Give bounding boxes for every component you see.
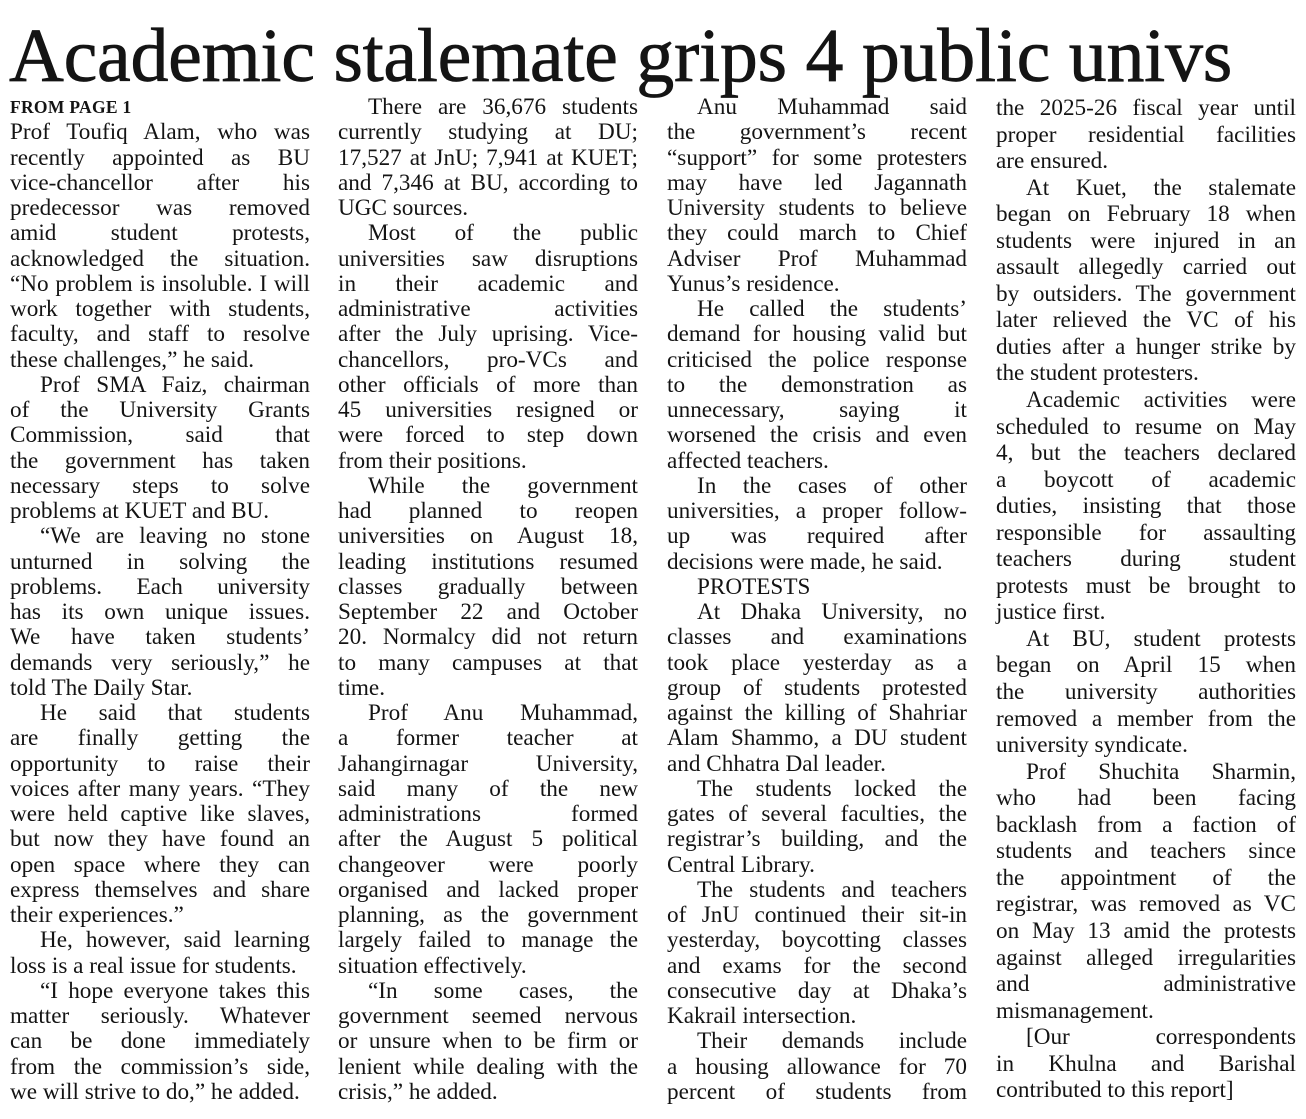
text-line: recently appointed as BU: [10, 144, 310, 171]
text-line: “support” for some protesters: [667, 144, 967, 171]
text-line: on May 13 amid the protests: [996, 917, 1296, 944]
paragraph: [667, 297, 967, 474]
text-line: vice-chancellor after his: [10, 169, 310, 196]
text-line: in their academic and: [338, 270, 638, 297]
text-line: He said that students: [40, 700, 310, 726]
paragraph: [996, 95, 1296, 175]
paragraph: [667, 777, 967, 878]
text-line: students and teachers since: [996, 838, 1296, 865]
text-line: can be done immediately: [10, 1028, 310, 1055]
text-line: We have taken students’: [10, 624, 310, 651]
text-line: amid student protests,: [10, 220, 310, 247]
text-line: or unsure when to be firm or: [338, 1028, 638, 1055]
paragraph: [338, 979, 638, 1105]
paragraph: [338, 95, 638, 221]
text-line: protests must be brought to: [996, 572, 1296, 599]
text-line: In the cases of other: [697, 472, 967, 499]
text-line: Prof Toufiq Alam, who was: [10, 119, 310, 146]
text-line: work together with students,: [10, 296, 310, 322]
text-line: worsened the crisis and even: [667, 422, 967, 449]
paragraph: [667, 878, 967, 1030]
text-line: duties after a hunger strike by: [996, 333, 1296, 360]
text-line: faculty, and staff to resolve: [10, 321, 310, 348]
text-line: the appointment of the: [996, 864, 1296, 891]
text-line: lenient while dealing with the: [338, 1053, 638, 1080]
text-line: a former teacher at: [338, 725, 638, 752]
text-line: “In some cases, the: [368, 977, 638, 1004]
text-line: necessary steps to solve: [10, 472, 310, 499]
paragraph: [10, 373, 310, 525]
jump-line: FROM PAGE 1: [10, 97, 132, 117]
text-line: situation effectively.: [338, 952, 527, 979]
text-line: yesterday, boycotting classes: [667, 927, 967, 954]
text-line: unturned in solving the: [10, 548, 310, 575]
text-line: a boycott of academic: [996, 466, 1296, 493]
text-line: teachers during student: [996, 546, 1296, 573]
text-line: Most of the public: [368, 220, 638, 247]
text-line: problems at KUET and BU.: [10, 498, 270, 524]
text-line: mismanagement.: [996, 997, 1154, 1024]
text-line: and Chhatra Dal leader.: [667, 750, 886, 777]
text-line: Anu Muhammad said: [697, 94, 967, 120]
text-line: scheduled to resume on May: [996, 413, 1296, 440]
text-line: other officials of more than: [338, 371, 638, 398]
text-line: removed a member from the: [996, 705, 1296, 732]
paragraph: [10, 524, 310, 701]
text-line: unnecessary, saying it: [667, 397, 967, 423]
text-line: percent of students from: [667, 1078, 967, 1105]
text-line: in Khulna and Barishal: [996, 1050, 1296, 1077]
text-line: universities saw disruptions: [338, 245, 638, 272]
paragraph: [338, 474, 638, 701]
text-line: Commission, said that: [10, 422, 310, 449]
text-line: group of students protested: [667, 674, 967, 701]
text-line: demand for housing valid but: [667, 321, 967, 348]
text-line: currently studying at DU;: [338, 119, 638, 146]
text-line: are ensured.: [996, 148, 1109, 175]
text-line: the government has taken: [10, 447, 310, 474]
text-line: “No problem is insoluble. I will: [10, 270, 310, 297]
text-line: told The Daily Star.: [10, 674, 193, 701]
text-line: may have led Jagannath: [667, 169, 967, 196]
text-line: chancellors, pro-VCs and: [338, 346, 638, 373]
text-line: Central Library.: [667, 851, 815, 878]
text-line: students were injured in an: [996, 227, 1296, 254]
text-line: a housing allowance for 70: [667, 1053, 967, 1080]
text-line: and exams for the second: [667, 952, 967, 979]
article-column-2: [338, 95, 638, 1105]
text-line: Jahangirnagar University,: [338, 750, 638, 777]
text-line: September 22 and October: [338, 599, 638, 625]
article-column-3: [667, 95, 967, 1105]
text-line: universities, a proper follow-: [667, 498, 967, 524]
text-line: has its own unique issues.: [10, 599, 310, 625]
text-line: [Our correspondents: [1026, 1024, 1296, 1051]
text-line: after the July uprising. Vice-: [338, 321, 638, 348]
text-line: after the August 5 political: [338, 826, 638, 853]
text-line: said many of the new: [338, 775, 638, 802]
text-line: loss is a real issue for students.: [10, 952, 297, 979]
article-column-1: [10, 95, 310, 1105]
text-line: Prof Anu Muhammad,: [368, 700, 638, 726]
text-line: began on April 15 when: [996, 652, 1296, 679]
text-line: matter seriously. Whatever: [10, 1003, 310, 1029]
text-line: The students and teachers: [697, 876, 967, 903]
text-line: He, however, said learning: [40, 927, 310, 954]
paragraph: [996, 626, 1296, 759]
text-line: against alleged irregularities: [996, 944, 1296, 971]
text-line: we will strive to do,” he added.: [10, 1078, 300, 1105]
text-line: took place yesterday as a: [667, 649, 967, 676]
subhead-protests: PROTESTS: [697, 573, 811, 600]
text-line: largely failed to manage the: [338, 927, 638, 954]
text-line: Their demands include: [697, 1028, 967, 1055]
text-line: government seemed nervous: [338, 1003, 638, 1029]
paragraph: [10, 701, 310, 928]
text-line: decisions were made, he said.: [667, 548, 943, 575]
text-line: express themselves and share: [10, 876, 310, 903]
text-line: assault allegedly carried out: [996, 254, 1296, 281]
text-line: were forced to step down: [338, 422, 638, 449]
paragraph: [10, 979, 310, 1105]
text-line: by outsiders. The government: [996, 280, 1296, 307]
paragraph: [667, 474, 967, 575]
text-line: Academic activities were: [1026, 387, 1296, 414]
text-line: who had been facing: [996, 785, 1296, 812]
text-line: The students locked the: [697, 775, 967, 802]
text-line: responsible for assaulting: [996, 519, 1296, 546]
text-line: At BU, student protests: [1026, 625, 1296, 652]
text-line: classes and examinations: [667, 624, 967, 651]
paragraph: [10, 120, 310, 373]
text-line: classes gradually between: [338, 573, 638, 600]
text-line: Alam Shammo, a DU student: [667, 725, 967, 752]
paragraph: [667, 95, 967, 297]
text-line: predecessor was removed: [10, 195, 310, 221]
text-line: up was required after: [667, 523, 967, 550]
text-line: administrations formed: [338, 801, 638, 827]
text-line: planning, as the government: [338, 902, 638, 928]
text-line: had planned to reopen: [338, 498, 638, 524]
text-line: duties, insisting that those: [996, 493, 1296, 520]
paragraph: [996, 1024, 1296, 1104]
article-column-4: [996, 95, 1296, 1104]
text-line: the student protesters.: [996, 360, 1199, 387]
text-line: the 2025-26 fiscal year until: [996, 95, 1296, 121]
text-line: were held captive like slaves,: [10, 801, 310, 827]
text-line: backlash from a faction of: [996, 811, 1296, 838]
text-line: universities on August 18,: [338, 523, 638, 550]
text-line: registrar, was removed as VC: [996, 891, 1296, 918]
text-line: demands very seriously,” he: [10, 649, 310, 676]
text-line: opportunity to raise their: [10, 750, 310, 777]
text-line: the university authorities: [996, 679, 1296, 706]
paragraph: [338, 221, 638, 474]
text-line: At Kuet, the stalemate: [1026, 174, 1296, 201]
text-line: time.: [338, 674, 386, 701]
text-line: problems. Each university: [10, 573, 310, 600]
text-line: they could march to Chief: [667, 220, 967, 247]
text-line: At Dhaka University, no: [697, 599, 967, 625]
text-line: 17,527 at JnU; 7,941 at KUET;: [338, 144, 638, 171]
paragraph: [667, 600, 967, 777]
text-line: contributed to this report]: [996, 1077, 1234, 1104]
paragraph: [996, 387, 1296, 626]
text-line: Prof Shuchita Sharmin,: [1026, 758, 1296, 785]
text-line: these challenges,” he said.: [10, 346, 255, 373]
text-line: “I hope everyone takes this: [40, 977, 310, 1004]
text-line: against the killing of Shahriar: [667, 700, 967, 726]
text-line: but now they have found an: [10, 826, 310, 853]
text-line: UGC sources.: [338, 195, 469, 221]
paragraph: [667, 1029, 967, 1105]
text-line: university syndicate.: [996, 732, 1188, 759]
text-line: Prof SMA Faiz, chairman: [40, 371, 310, 398]
text-line: criticised the police response: [667, 346, 967, 373]
text-line: administrative activities: [338, 296, 638, 322]
text-line: of the University Grants: [10, 397, 310, 423]
text-line: Kakrail intersection.: [667, 1003, 857, 1029]
text-line: University students to believe: [667, 195, 967, 221]
text-line: later relieved the VC of his: [996, 307, 1296, 334]
text-line: and 7,346 at BU, according to: [338, 169, 638, 196]
text-line: their experiences.”: [10, 902, 184, 928]
text-line: There are 36,676 students: [368, 94, 638, 120]
text-line: 45 universities resigned or: [338, 397, 638, 423]
paragraph: [996, 175, 1296, 387]
text-line: registrar’s building, and the: [667, 826, 967, 853]
text-line: the government’s recent: [667, 119, 967, 146]
text-line: Yunus’s residence.: [667, 270, 840, 297]
text-line: to many campuses at that: [338, 649, 638, 676]
text-line: gates of several faculties, the: [667, 801, 967, 827]
text-line: 4, but the teachers declared: [996, 440, 1296, 467]
text-line: changeover were poorly: [338, 851, 638, 878]
text-line: open space where they can: [10, 851, 310, 878]
text-line: justice first.: [996, 599, 1106, 626]
text-line: affected teachers.: [667, 447, 829, 474]
text-line: While the government: [368, 472, 638, 499]
text-line: of JnU continued their sit-in: [667, 902, 967, 928]
text-line: began on February 18 when: [996, 201, 1296, 228]
text-line: He called the students’: [697, 296, 967, 322]
text-line: from their positions.: [338, 447, 527, 474]
text-line: leading institutions resumed: [338, 548, 638, 575]
paragraph: [996, 759, 1296, 1024]
text-line: from the commission’s side,: [10, 1053, 310, 1080]
text-line: to the demonstration as: [667, 371, 967, 398]
paragraph: [10, 928, 310, 979]
text-line: 20. Normalcy did not return: [338, 624, 638, 651]
text-line: acknowledged the situation.: [10, 245, 310, 272]
text-line: are finally getting the: [10, 725, 310, 752]
text-line: “We are leaving no stone: [40, 523, 310, 550]
text-line: consecutive day at Dhaka’s: [667, 977, 967, 1004]
text-line: crisis,” he added.: [338, 1078, 498, 1105]
text-line: proper residential facilities: [996, 121, 1296, 148]
text-line: organised and lacked proper: [338, 876, 638, 903]
text-line: and administrative: [996, 971, 1296, 998]
text-line: voices after many years. “They: [10, 775, 310, 802]
paragraph: [338, 701, 638, 979]
headline: Academic stalemate grips 4 public univs: [9, 14, 1232, 98]
text-line: Adviser Prof Muhammad: [667, 245, 967, 272]
